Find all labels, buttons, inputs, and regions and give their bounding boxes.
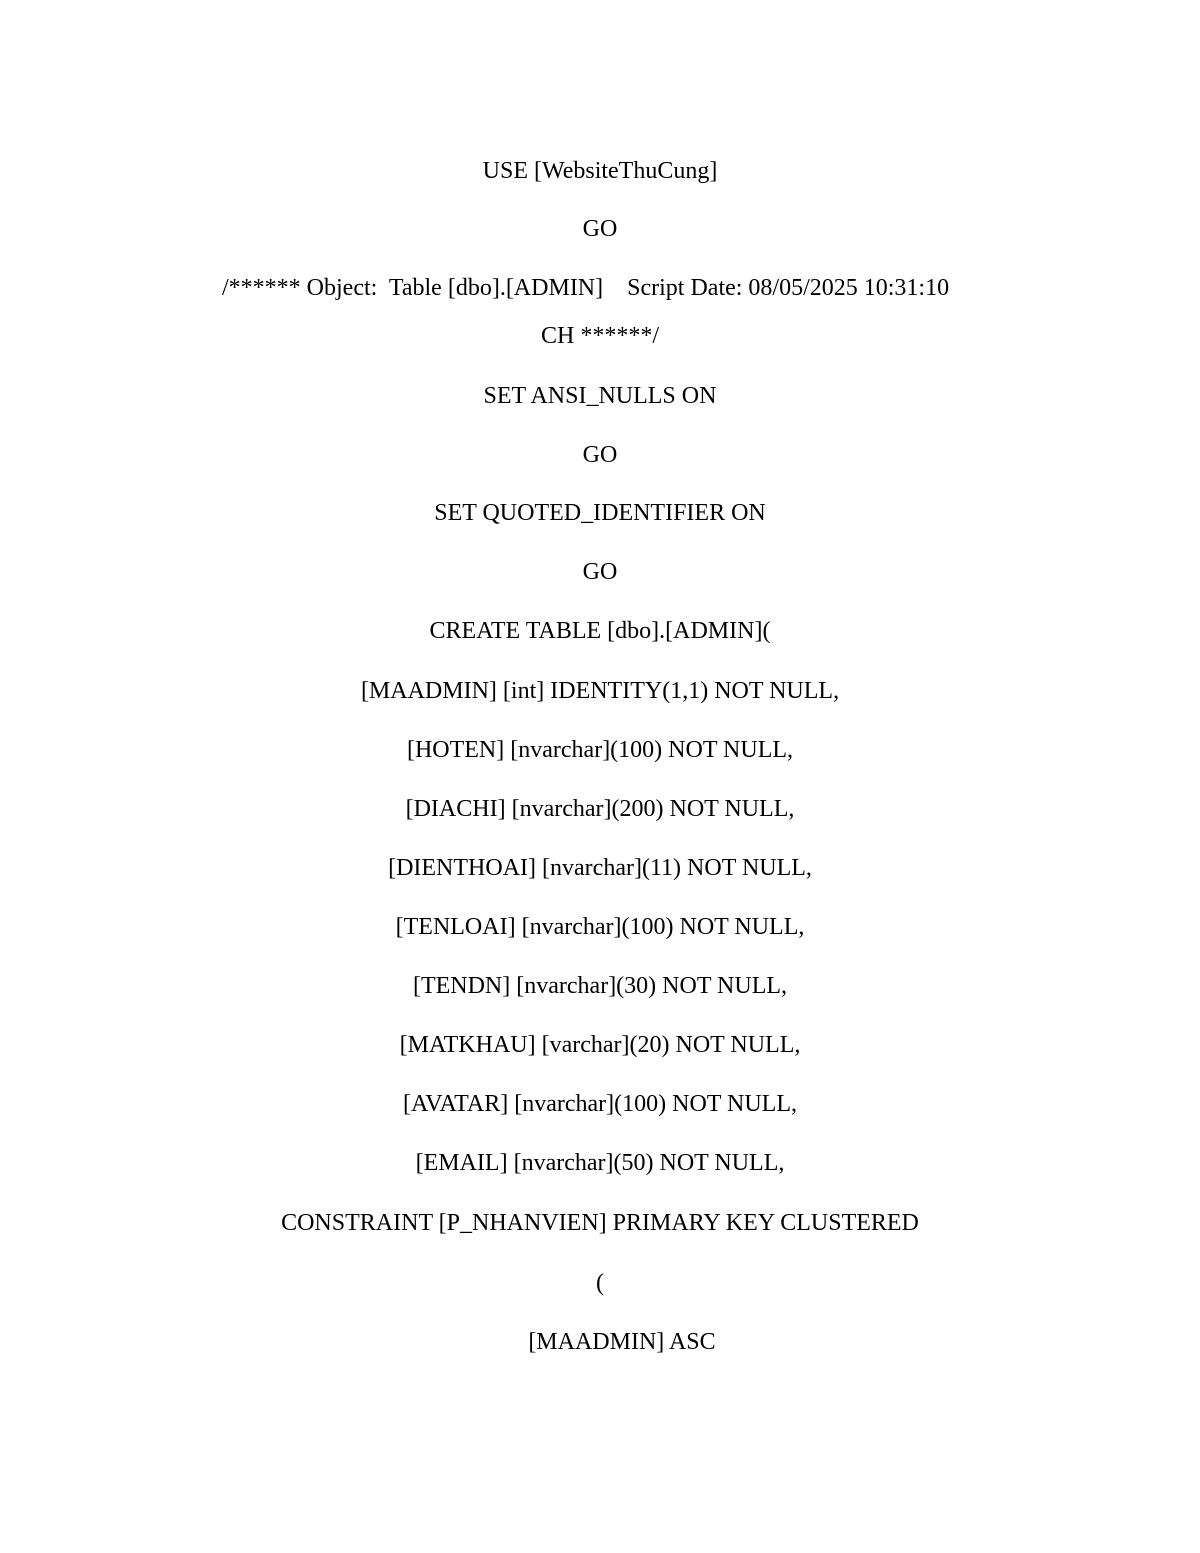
sql-column-definition: [TENLOAI] [nvarchar](100) NOT NULL,: [395, 914, 805, 940]
sql-key-column: [MAADMIN] ASC: [528, 1329, 716, 1355]
sql-create-table: CREATE TABLE [dbo].[ADMIN](: [429, 618, 771, 644]
sql-column-definition: [EMAIL] [nvarchar](50) NOT NULL,: [415, 1150, 785, 1176]
sql-set-quoted-identifier: SET QUOTED_IDENTIFIER ON: [434, 500, 766, 526]
sql-go-statement: GO: [582, 442, 618, 468]
sql-column-definition: [MATKHAU] [varchar](20) NOT NULL,: [399, 1032, 801, 1058]
sql-go-statement: GO: [582, 559, 618, 585]
sql-column-definition: [AVATAR] [nvarchar](100) NOT NULL,: [403, 1091, 797, 1117]
sql-comment-header-continued: CH ******/: [540, 323, 659, 349]
sql-constraint: CONSTRAINT [P_NHANVIEN] PRIMARY KEY CLUSTERED: [281, 1210, 919, 1236]
sql-column-definition: [MAADMIN] [int] IDENTITY(1,1) NOT NULL,: [360, 678, 840, 704]
sql-go-statement: GO: [582, 216, 618, 242]
sql-comment-header: /****** Object: Table [dbo].[ADMIN] Script Date: 08/05/2025 10:31:10: [222, 275, 950, 301]
sql-column-definition: [HOTEN] [nvarchar](100) NOT NULL,: [406, 737, 794, 763]
sql-column-definition: [DIACHI] [nvarchar](200) NOT NULL,: [405, 796, 795, 822]
sql-open-paren: (: [596, 1270, 604, 1296]
sql-column-definition: [TENDN] [nvarchar](30) NOT NULL,: [412, 973, 788, 999]
sql-column-definition: [DIENTHOAI] [nvarchar](11) NOT NULL,: [388, 855, 812, 881]
sql-use-statement: USE [WebsiteThuCung]: [482, 158, 718, 184]
sql-set-ansi-nulls: SET ANSI_NULLS ON: [483, 383, 717, 409]
